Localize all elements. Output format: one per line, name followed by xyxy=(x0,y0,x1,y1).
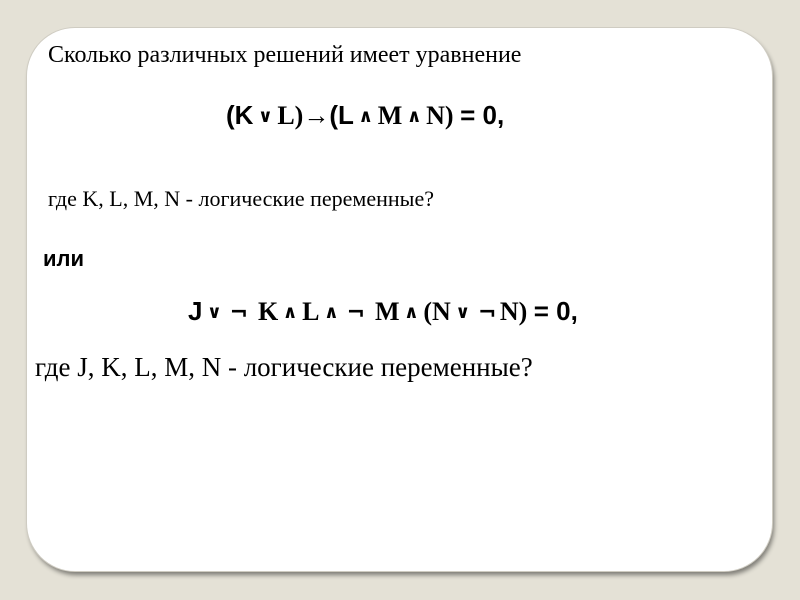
logical-and-symbol: ∧ xyxy=(323,302,339,323)
variables-note-2: где J, K, L, M, N - логические переменные? xyxy=(35,352,533,382)
logical-or-symbol: ∨ xyxy=(455,302,471,323)
logical-and-symbol: ∧ xyxy=(406,106,422,127)
logical-or-symbol: ∨ xyxy=(257,106,273,127)
or-label: или xyxy=(43,246,85,271)
eq1-n-close: N) xyxy=(426,101,454,130)
logical-not-symbol: ¬ xyxy=(346,300,366,326)
eq1-l-close: L) xyxy=(277,101,304,130)
eq2-m: M xyxy=(374,297,400,326)
logical-and-symbol: ∧ xyxy=(358,106,374,127)
equation-1 xyxy=(226,100,504,131)
eq1-equals-zero: = 0, xyxy=(460,100,505,130)
eq2-n-close: N) xyxy=(499,297,528,326)
equation-2 xyxy=(188,296,578,327)
eq1-open-paren-l: (L xyxy=(329,100,354,130)
eq2-j: J xyxy=(188,296,203,326)
question-text: Сколько различных решений имеет уравнение xyxy=(48,42,522,68)
eq2-open-n: (N xyxy=(423,297,451,326)
eq2-k: K xyxy=(257,297,279,326)
logical-or-symbol: ∨ xyxy=(207,302,222,323)
eq2-l: L xyxy=(302,297,320,326)
implication-arrow: → xyxy=(303,101,330,130)
eq1-open-paren-k: (K xyxy=(226,100,254,130)
logical-and-symbol: ∧ xyxy=(282,302,298,323)
logical-not-symbol: ¬ xyxy=(478,300,497,326)
eq1-m: M xyxy=(377,101,403,130)
logical-and-symbol: ∧ xyxy=(404,302,419,323)
variables-note-1: где K, L, M, N - логические переменные? xyxy=(48,186,434,211)
logical-not-symbol: ¬ xyxy=(229,300,249,326)
eq2-equals-zero: = 0, xyxy=(533,296,578,326)
